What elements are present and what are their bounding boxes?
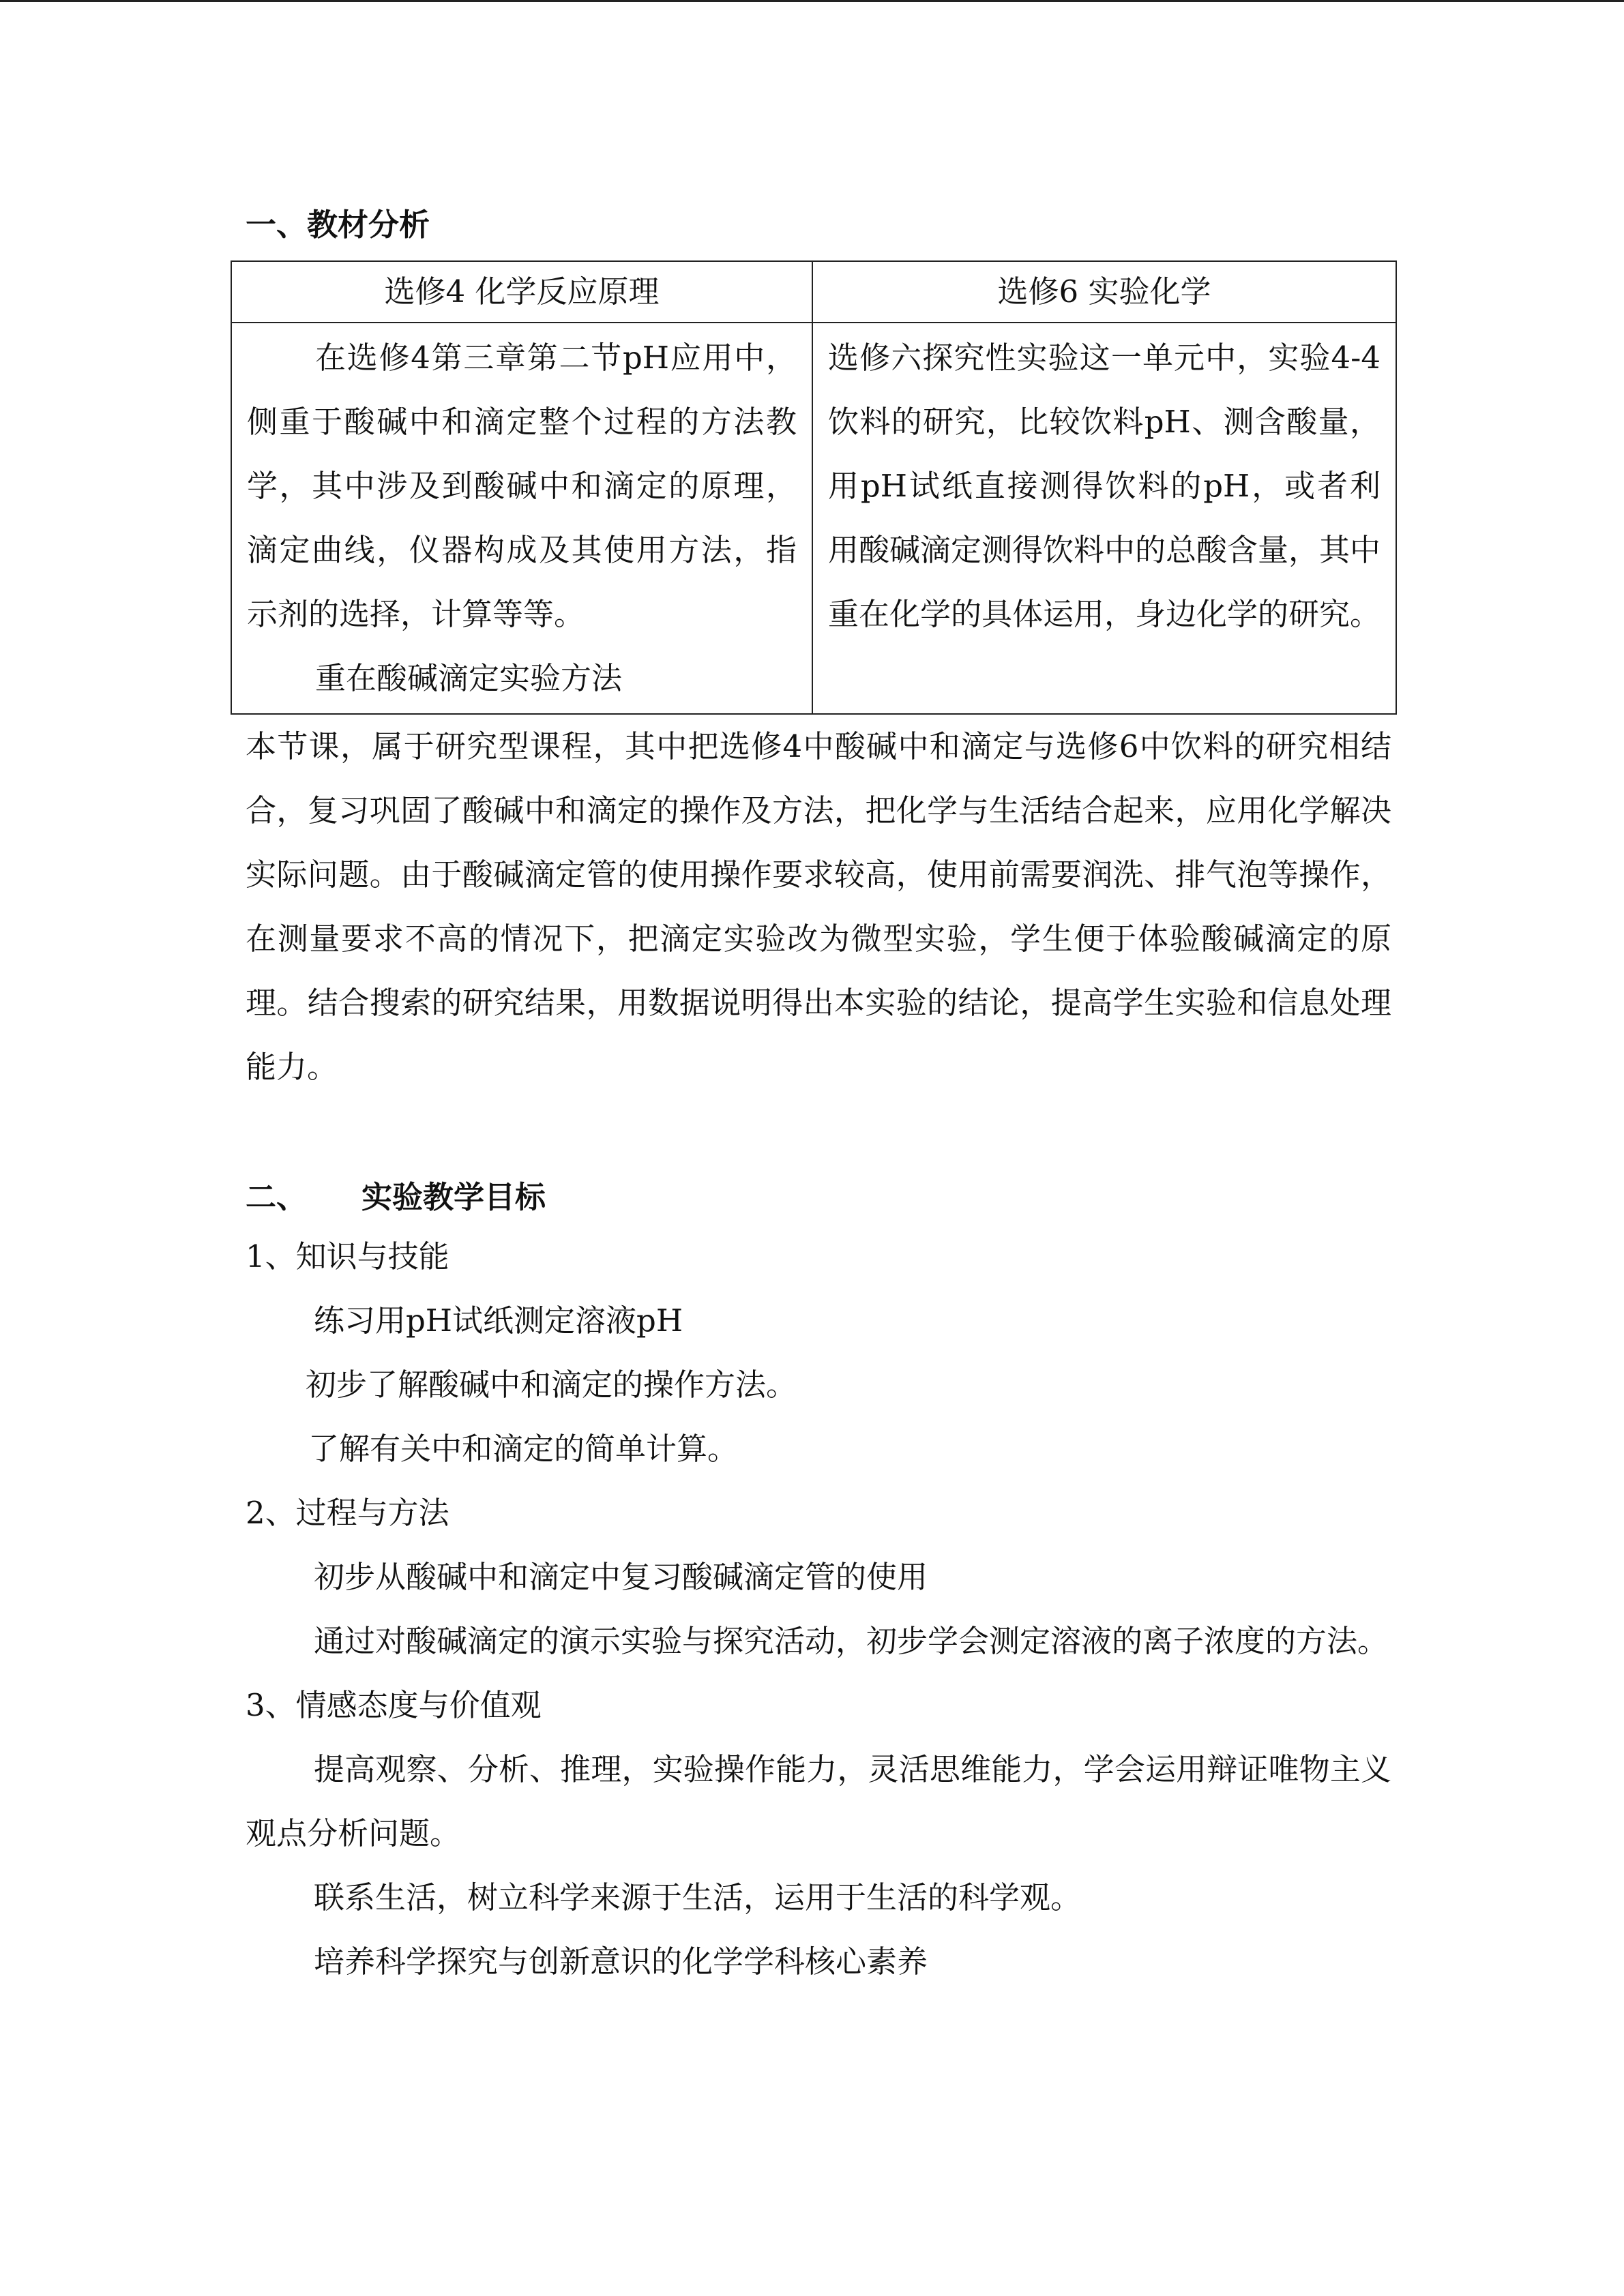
- section-2-title-text: 实验教学目标: [361, 1179, 546, 1215]
- document-page: [246, 205, 1391, 1994]
- objective-item: 练习用pH试纸测定溶液pH: [314, 1302, 683, 1339]
- objective-item: 通过对酸碱滴定的演示实验与探究活动，初步学会测定溶液的离子浓度的方法。: [314, 1623, 1389, 1659]
- objective-process-methods-heading: 2、过程与方法: [246, 1495, 449, 1531]
- objective-knowledge-skills-heading: 1、知识与技能: [246, 1238, 449, 1274]
- elective-4-focus: 重在酸碱滴定实验方法: [315, 660, 623, 696]
- section-2-title: [246, 1177, 1391, 1218]
- page-top-border: [0, 0, 1624, 2]
- table-cell-elective-4: [231, 323, 812, 714]
- section-2-number: 二、: [246, 1179, 308, 1215]
- objective-item: 初步从酸碱中和滴定中复习酸碱滴定管的使用: [314, 1559, 928, 1595]
- textbook-comparison-table: [231, 260, 1397, 715]
- section-1-title: 一、教材分析: [246, 207, 430, 243]
- table-body-row: [231, 323, 1396, 714]
- objective-item: 了解有关中和滴定的简单计算。: [308, 1431, 739, 1467]
- elective-6-description: 选修六探究性实验这一单元中，实验4-4饮料的研究，比较饮料pH、测含酸量，用pH试纸直接测得饮料的pH，或者利用酸碱滴定测得饮料中的总酸含量，其中重在化学的具体运用，身边化学的研究。: [828, 340, 1381, 632]
- objective-attitude-values-heading: 3、情感态度与价值观: [246, 1687, 542, 1723]
- table-header-elective-4: 选修4 化学反应原理: [231, 261, 812, 323]
- table-cell-elective-6: [812, 323, 1396, 714]
- lesson-overview-paragraph: 本节课，属于研究型课程，其中把选修4中酸碱中和滴定与选修6中饮料的研究相结合，复习巩固了酸碱中和滴定的操作及方法，把化学与生活结合起来，应用化学解决实际问题。由于酸碱滴定管的使用操作要求较高，使用前需要润洗、排气泡等操作，在测量要求不高的情况下，把滴定实验改为微型实验，学生便于体验酸碱滴定的原理。结合搜索的研究结果，用数据说明得出本实验的结论，提高学生实验和信息处理能力。: [246, 728, 1391, 1085]
- objective-item: 提高观察、分析、推理，实验操作能力，灵活思维能力，学会运用辩证唯物主义观点分析问题。: [246, 1751, 1391, 1851]
- elective-4-description: 在选修4第三章第二节pH应用中，侧重于酸碱中和滴定整个过程的方法教学，其中涉及到酸碱中和滴定的原理，滴定曲线，仪器构成及其使用方法，指示剂的选择，计算等等。: [247, 340, 797, 632]
- objective-item: 初步了解酸碱中和滴定的操作方法。: [306, 1367, 797, 1403]
- objective-item: 联系生活，树立科学来源于生活，运用于生活的科学观。: [314, 1879, 1082, 1915]
- table-header-elective-6: 选修6 实验化学: [812, 261, 1396, 323]
- objective-item: 培养科学探究与创新意识的化学学科核心素养: [314, 1943, 928, 1980]
- table-header-row: [231, 261, 1396, 323]
